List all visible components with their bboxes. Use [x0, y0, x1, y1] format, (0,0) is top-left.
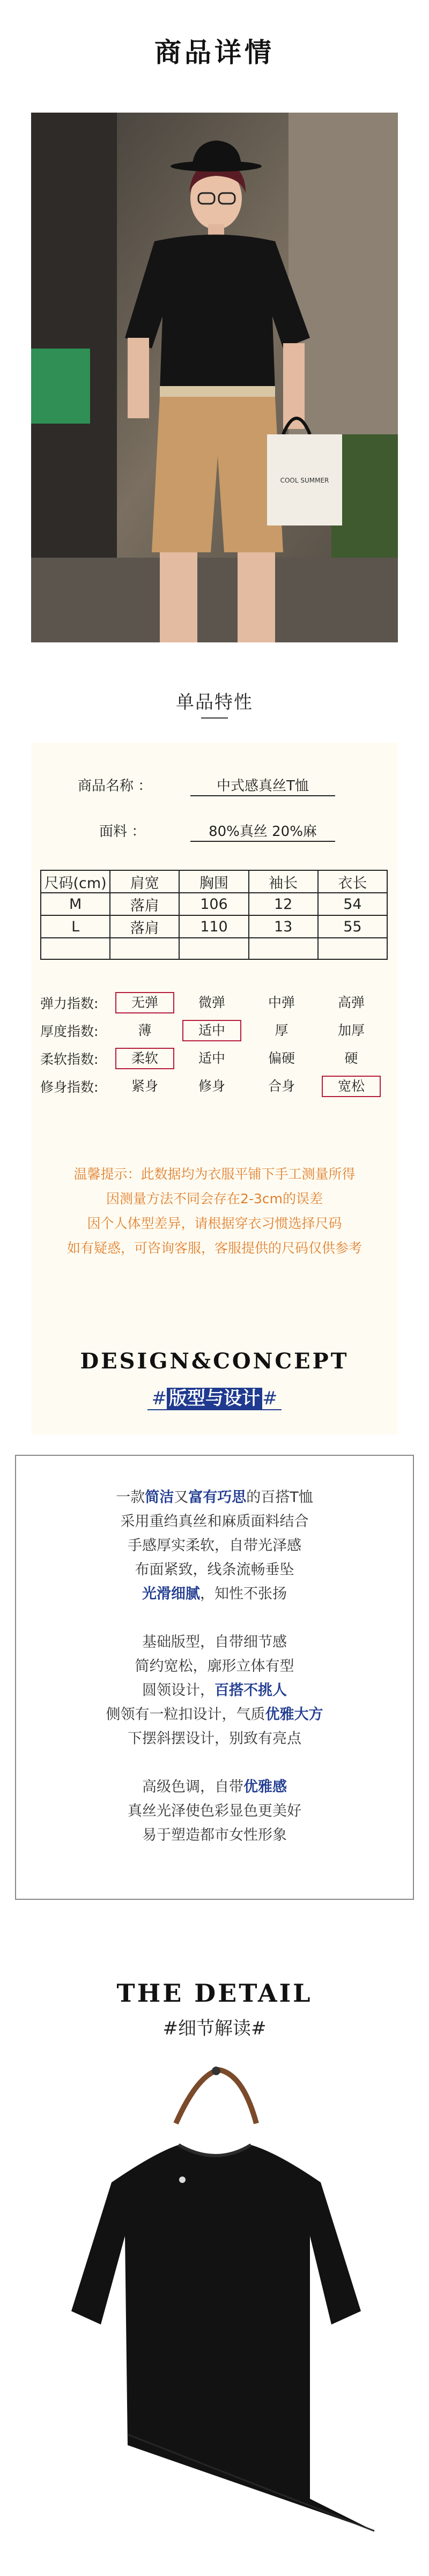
name-label: 商品名称 ：	[78, 778, 152, 794]
design-sub-hash: #	[151, 1388, 167, 1409]
attr-option: 适中	[198, 1050, 225, 1066]
size-cell	[110, 938, 179, 959]
detail-title: THE DETAIL	[116, 1979, 313, 2008]
section-title: 单品特性	[176, 692, 253, 713]
size-cell: 55	[318, 915, 387, 938]
size-cell: 落肩	[110, 893, 179, 915]
attr-row-softness	[40, 1046, 389, 1071]
design-line	[15, 1775, 414, 1796]
design-line-text: 基础版型，自带细节感	[142, 1634, 287, 1650]
attr-option: 合身	[268, 1078, 295, 1094]
design-line-text: 真丝光泽使色彩显色更美好	[128, 1803, 301, 1819]
garment-photo	[31, 2059, 398, 2574]
size-cell	[41, 938, 110, 959]
size-cell	[249, 938, 318, 959]
design-line	[15, 1485, 414, 1506]
attr-label: 厚度指数:	[40, 1024, 99, 1039]
fabric-label: 面料 ：	[99, 824, 146, 840]
note-line: 温馨提示：此数据均为衣服平铺下手工测量所得	[73, 1166, 356, 1182]
size-cell: 106	[179, 893, 248, 915]
design-line	[15, 1678, 414, 1699]
attr-option: 微弹	[198, 995, 225, 1010]
attr-option: 中弹	[268, 995, 295, 1010]
design-line-text: 又	[174, 1489, 189, 1506]
size-cell	[318, 938, 387, 959]
size-cell: 落肩	[110, 915, 179, 938]
design-sub-text: 版型与设计	[167, 1388, 262, 1409]
size-header-cell: 衣长	[318, 870, 387, 893]
design-line-highlight: 富有巧思	[188, 1489, 247, 1506]
attr-option: 无弹	[115, 992, 174, 1013]
size-cell: 54	[318, 893, 387, 915]
size-row-l	[41, 915, 387, 938]
attr-option: 修身	[198, 1078, 225, 1094]
size-cell: 110	[179, 915, 248, 938]
attr-option: 宽松	[322, 1076, 381, 1097]
fabric-value: 80%真丝 20%麻	[209, 824, 317, 840]
attr-label: 柔软指数:	[40, 1052, 99, 1067]
design-line-text: 侧领有一粒扣设计，气质	[106, 1706, 265, 1723]
attr-option: 硬	[344, 1050, 358, 1066]
design-line-text: 圆领设计，	[142, 1682, 214, 1699]
design-line-text: ，知性不张扬	[200, 1586, 287, 1602]
design-line-highlight: 百搭不挑人	[214, 1682, 287, 1699]
design-subtitle	[0, 1383, 429, 1410]
size-row-empty	[41, 938, 387, 959]
design-line	[15, 1727, 414, 1748]
detail-subtitle: #细节解读#	[162, 2018, 267, 2039]
attr-label: 弹力指数:	[40, 996, 99, 1011]
size-row-m	[41, 893, 387, 915]
attr-option: 薄	[138, 1023, 152, 1038]
design-line-text: 手感厚实柔软，自带光泽感	[128, 1537, 301, 1554]
design-title: DESIGN&CONCEPT	[80, 1349, 349, 1374]
design-line	[15, 1799, 414, 1820]
section-underline	[201, 717, 228, 719]
attr-row-elasticity	[40, 990, 389, 1016]
design-line-text: 一款	[116, 1489, 145, 1506]
size-header-cell: 肩宽	[110, 870, 179, 893]
size-table-header	[41, 870, 387, 893]
attr-option: 紧身	[131, 1078, 158, 1094]
design-line-text: 易于塑造都市女性形象	[142, 1827, 287, 1844]
size-cell: L	[41, 915, 110, 938]
attr-option: 高弹	[337, 995, 365, 1010]
size-cell	[179, 938, 248, 959]
size-header-cell: 胸围	[179, 870, 248, 893]
design-line	[15, 1654, 414, 1675]
design-sub-hash: #	[262, 1388, 278, 1409]
design-sub-underline	[147, 1409, 282, 1410]
attr-option: 适中	[182, 1020, 241, 1041]
design-line	[15, 1823, 414, 1844]
attr-label: 修身指数:	[40, 1079, 99, 1095]
size-cell: 12	[249, 893, 318, 915]
design-line-text: 下摆斜摆设计，别致有亮点	[128, 1730, 301, 1747]
design-line-text: 的百搭T恤	[246, 1489, 313, 1506]
bag-text: COOL SUMMER	[280, 477, 329, 484]
design-line	[15, 1630, 414, 1651]
design-line-text: 简约宽松，廓形立体有型	[135, 1658, 294, 1675]
name-value: 中式感真丝T恤	[217, 778, 309, 794]
design-line-highlight: 光滑细腻	[142, 1586, 200, 1602]
size-table	[40, 870, 388, 960]
design-line-text: 布面紧致，线条流畅垂坠	[135, 1561, 294, 1578]
design-line	[15, 1702, 414, 1723]
attr-option: 柔软	[115, 1048, 174, 1069]
design-line	[15, 1582, 414, 1603]
design-line	[15, 1509, 414, 1530]
design-line-highlight: 优雅大方	[265, 1706, 323, 1723]
attr-option: 偏硬	[268, 1050, 295, 1066]
size-cell: 13	[249, 915, 318, 938]
design-line-text: 采用重绉真丝和麻质面料结合	[120, 1513, 309, 1530]
name-underline	[190, 795, 335, 796]
design-line-text: 高级色调，自带	[142, 1779, 243, 1795]
design-line-highlight: 简洁	[145, 1489, 174, 1506]
attr-option: 厚	[275, 1023, 289, 1038]
design-line	[15, 1534, 414, 1555]
attr-option: 加厚	[337, 1023, 365, 1038]
note-line: 因个人体型差异，请根据穿衣习惯选择尺码	[87, 1216, 342, 1231]
fabric-underline	[190, 841, 335, 842]
attr-row-fit	[40, 1074, 389, 1099]
size-header-cell: 尺码(cm)	[41, 870, 110, 893]
design-line	[15, 1558, 414, 1579]
model-photo	[31, 113, 398, 642]
size-cell: M	[41, 893, 110, 915]
design-line-highlight: 优雅感	[243, 1779, 287, 1795]
attr-row-thickness	[40, 1018, 389, 1043]
page-title: 商品详情	[154, 37, 275, 68]
size-header-cell: 袖长	[249, 870, 318, 893]
note-line: 因测量方法不同会存在2-3cm的误差	[106, 1191, 323, 1206]
note-line: 如有疑惑，可咨询客服，客服提供的尺码仅供参考	[66, 1240, 362, 1256]
